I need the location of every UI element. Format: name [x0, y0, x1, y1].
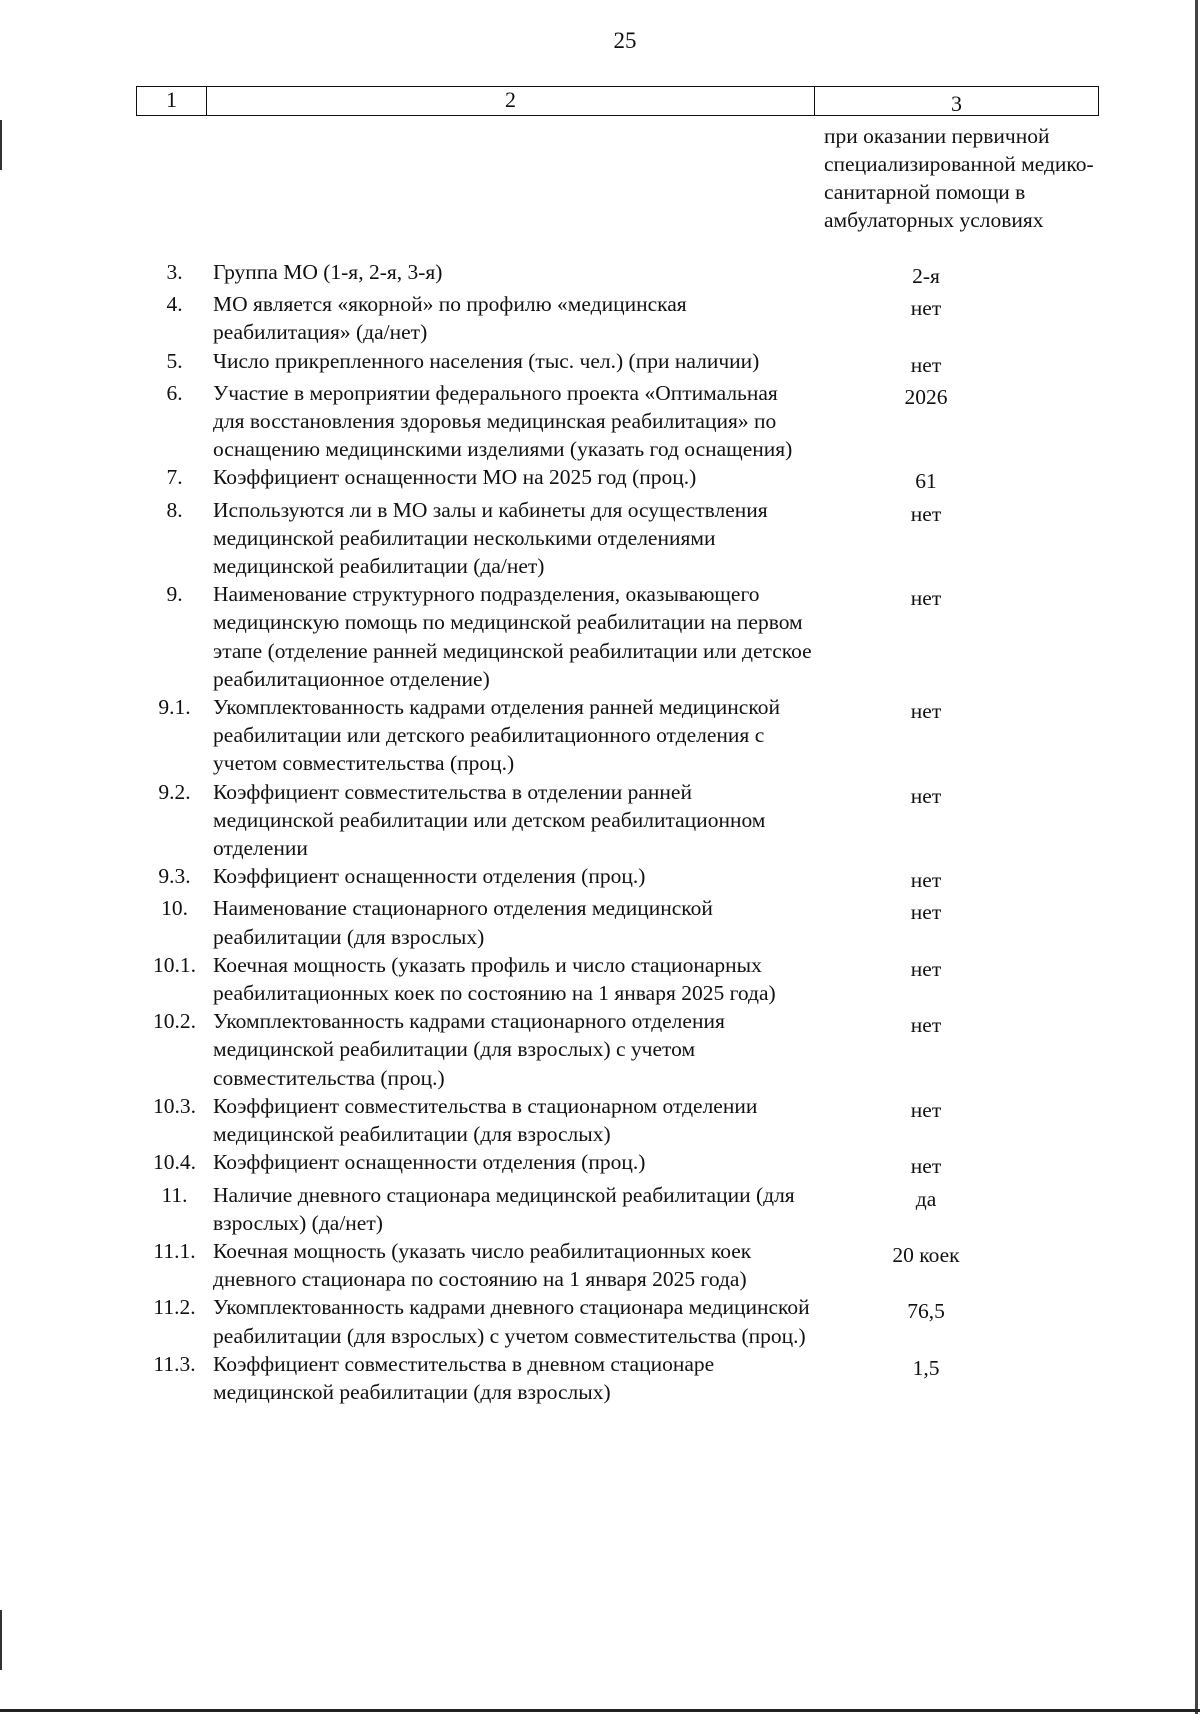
row-number: 9.3.	[158, 864, 191, 889]
row-indicator-text: Наименование структурного подразделения, оказывающего медицинскую помощь по медицинской реабилитации на первом этапе (отделение ранней медицинской реабилитации или детское реабилитационное отделение)	[213, 582, 812, 691]
row-value-cell	[813, 693, 1099, 778]
row-value-cell	[813, 258, 1099, 290]
table-row	[136, 258, 1099, 290]
row-indicator-text: Укомплектованность кадрами отделения ранней медицинской реабилитации или детского реабилитационного отделения с учетом совместительства (проц.)	[213, 695, 780, 776]
row-value-cell	[813, 463, 1099, 495]
row-number: 11.2.	[153, 1295, 196, 1320]
row-indicator-text: Укомплектованность кадрами дневного стационара медицинской реабилитации (для взрослых) с учетом совместительства (проц.)	[213, 1295, 810, 1348]
row-number: 10.	[161, 896, 188, 921]
table-row	[136, 894, 1099, 950]
row-value: нет	[910, 586, 942, 611]
row-value: нет	[910, 868, 942, 893]
row-number: 11.1.	[153, 1238, 196, 1263]
table-body	[136, 258, 1099, 1406]
scan-bottom-edge	[0, 1709, 1200, 1712]
row-number: 10.4.	[153, 1150, 196, 1175]
row-value: нет	[910, 1154, 942, 1179]
row-value: нет	[910, 900, 942, 925]
row-number: 10.1.	[153, 952, 196, 977]
row-value: 61	[915, 469, 937, 494]
row-value-cell	[813, 778, 1099, 863]
table-row	[136, 1007, 1099, 1092]
row-indicator-text: Коэффициент совместительства в стационарном отделении медицинской реабилитации (для взрослых)	[213, 1093, 758, 1147]
table-row	[136, 862, 1099, 894]
table-header-row	[136, 86, 1099, 116]
row-value: 1,5	[912, 1355, 940, 1380]
table-row	[136, 1181, 1099, 1237]
row-indicator-text: Коэффициент совместительства в дневном стационаре медицинской реабилитации (для взрослых)	[213, 1351, 715, 1404]
row-indicator-text: Коэффициент совместительства в отделении ранней медицинской реабилитации или детском реабилитационном отделении	[213, 779, 766, 861]
row-value-cell	[813, 894, 1099, 950]
row-value: 2-я	[912, 264, 940, 288]
row-indicator-text: Число прикрепленного населения (тыс. чел.) (при наличии)	[213, 348, 760, 373]
row-indicator-text: Группа МО (1-я, 2-я, 3-я)	[213, 260, 443, 284]
row-value: нет	[910, 501, 942, 526]
table-row	[136, 1092, 1099, 1148]
row-value: нет	[910, 1013, 942, 1038]
row-value: нет	[910, 699, 942, 724]
row-value: нет	[910, 1097, 942, 1122]
table-row	[136, 347, 1099, 379]
row-indicator-text: Коэффициент оснащенности МО на 2025 год (проц.)	[213, 465, 697, 490]
table-row	[136, 778, 1099, 863]
row-indicator-text: Коэффициент оснащенности отделения (проц.)	[213, 1150, 646, 1175]
row-number: 9.2.	[158, 779, 191, 804]
table-row	[136, 580, 1099, 693]
table-row	[136, 693, 1099, 778]
row-value: 76,5	[907, 1299, 945, 1324]
row-number: 10.2.	[153, 1009, 196, 1034]
table-row	[136, 1293, 1099, 1349]
header-col-3: 3	[951, 91, 962, 116]
row-number: 9.	[166, 582, 183, 607]
row-indicator-text: МО является «якорной» по профилю «медицинская реабилитация» (да/нет)	[213, 292, 687, 345]
header-col-2: 2	[207, 87, 815, 115]
row-value-cell	[813, 862, 1099, 894]
left-margin-mark	[0, 1610, 2, 1670]
table-row	[136, 290, 1099, 346]
row-value-cell	[813, 379, 1099, 464]
row-number: 5.	[166, 348, 183, 373]
table-row	[136, 1148, 1099, 1180]
row-number: 11.	[161, 1182, 188, 1207]
table-row	[136, 951, 1099, 1007]
row-value-cell	[813, 1092, 1099, 1148]
row-indicator-text: Укомплектованность кадрами стационарного отделения медицинской реабилитации (для взрослых) с учетом совместительства (проц.)	[213, 1009, 725, 1090]
row-number: 3.	[166, 260, 183, 284]
row-value-cell	[813, 951, 1099, 1007]
row-value-cell	[813, 496, 1099, 581]
row-value: нет	[910, 956, 942, 981]
table-row	[136, 1237, 1099, 1293]
row-number: 10.3.	[153, 1093, 196, 1118]
row-indicator-text: Используются ли в МО залы и кабинеты для осуществления медицинской реабилитации несколькими отделениями медицинской реабилитации (да/нет)	[213, 497, 768, 579]
row-value: нет	[910, 783, 942, 808]
table-row	[136, 496, 1099, 581]
row-value-cell	[813, 1148, 1099, 1180]
row-indicator-text: Наименование стационарного отделения медицинской реабилитации (для взрослых)	[213, 896, 713, 949]
row-value-cell	[813, 1293, 1099, 1349]
row-value: нет	[910, 352, 942, 377]
row-number: 4.	[166, 292, 183, 317]
row-value-cell	[813, 1350, 1099, 1406]
row-number: 8.	[166, 497, 183, 522]
table-row	[136, 1350, 1099, 1406]
page-number: 25	[613, 28, 637, 53]
row-indicator-text: Коэффициент оснащенности отделения (проц.)	[213, 864, 646, 889]
scan-right-edge	[1195, 0, 1198, 1714]
row-number: 7.	[166, 465, 183, 490]
left-margin-mark	[0, 120, 2, 170]
row-number: 6.	[166, 380, 183, 405]
table-row	[136, 379, 1099, 464]
row-indicator-text: Коечная мощность (указать число реабилитационных коек дневного стационара по состоянию на 1 января 2025 года)	[213, 1238, 752, 1292]
row-value-cell	[813, 1237, 1099, 1293]
row-value-cell	[813, 290, 1099, 346]
table-row	[136, 463, 1099, 495]
row-value-cell	[813, 580, 1099, 693]
row-value-cell	[813, 347, 1099, 379]
row-number: 9.1.	[158, 695, 191, 720]
row-value: 2026	[904, 384, 948, 409]
row-value-cell	[813, 1007, 1099, 1092]
column-3-intro-text: при оказании первичной специализированной медико-санитарной помощи в амбулаторных условиях	[824, 124, 1094, 232]
row-indicator-text: Наличие дневного стационара медицинской реабилитации (для взрослых) (да/нет)	[213, 1182, 795, 1235]
row-indicator-text: Участие в мероприятии федерального проекта «Оптимальная для восстановления здоровья медицинская реабилитация» по оснащению медицинскими изделиями (указать год оснащения)	[213, 380, 793, 462]
row-indicator-text: Коечная мощность (указать профиль и число стационарных реабилитационных коек по состоянию на 1 января 2025 года)	[213, 952, 776, 1006]
row-value: 20 коек	[892, 1242, 960, 1267]
header-col-1: 1	[137, 87, 207, 115]
row-value-cell	[813, 1181, 1099, 1237]
row-number: 11.3.	[153, 1351, 196, 1376]
row-value: нет	[910, 296, 942, 321]
row-value: да	[915, 1186, 937, 1211]
